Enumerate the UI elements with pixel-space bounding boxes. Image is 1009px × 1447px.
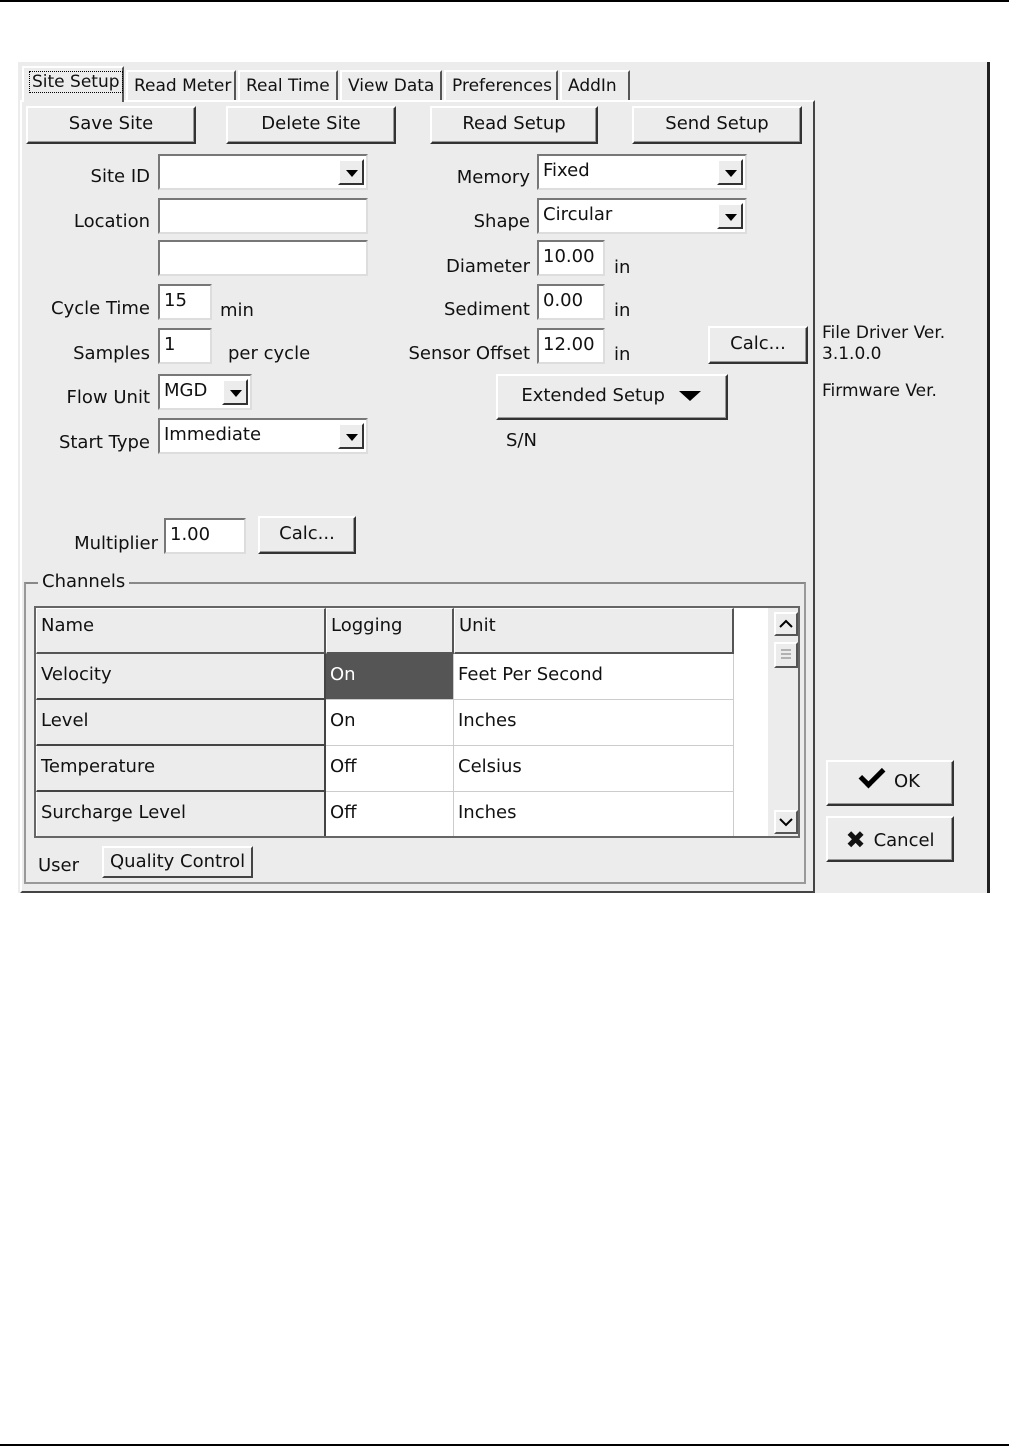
shape-value: Circular [543,204,613,225]
dropdown-arrow-icon[interactable] [338,159,364,185]
multiplier-field[interactable]: 1.00 [164,518,246,554]
tab-site-setup[interactable]: Site Setup [22,66,124,102]
extended-setup-label: Extended Setup [521,385,665,406]
scroll-down-button[interactable] [774,810,798,834]
sediment-unit: in [614,300,631,321]
table-row-name[interactable]: Velocity [36,654,326,700]
shape-label: Shape [473,211,530,232]
location-field[interactable] [158,198,368,234]
grip-icon [776,644,796,664]
ok-label: OK [894,771,920,792]
send-setup-button[interactable]: Send Setup [632,106,802,144]
dropdown-arrow-icon[interactable] [717,203,743,229]
start-type-value: Immediate [164,424,262,445]
samples-label: Samples [73,343,150,364]
column-header-logging[interactable]: Logging [326,608,454,654]
multiplier-calc-button[interactable]: Calc... [258,516,356,554]
top-rule [0,0,1009,2]
memory-select[interactable] [537,154,747,190]
cancel-button[interactable] [826,816,954,862]
diameter-field[interactable]: 10.00 [537,240,605,276]
tab-addin[interactable]: AddIn [560,70,630,102]
serial-number-label: S/N [506,430,537,451]
column-header-unit[interactable]: Unit [454,608,734,654]
table-row-name[interactable]: Level [36,700,326,746]
samples-field[interactable]: 1 [158,328,212,364]
close-icon: ✖ [845,826,866,854]
flow-unit-select[interactable] [158,374,252,410]
table-row-name[interactable]: Surcharge Level [36,792,326,838]
dropdown-arrow-icon[interactable] [222,379,248,405]
multiplier-label: Multiplier [74,533,158,554]
memory-label: Memory [456,167,530,188]
sensor-offset-unit: in [614,344,631,365]
table-row-unit[interactable]: Inches [454,792,734,838]
chevron-up-icon [776,614,796,634]
start-type-select[interactable] [158,418,368,454]
channels-title: Channels [38,571,129,592]
table-row-logging[interactable]: On [326,654,454,700]
delete-site-button[interactable]: Delete Site [226,106,396,144]
cycle-time-label: Cycle Time [51,298,150,319]
caret-down-icon [677,389,703,403]
chevron-down-icon [776,812,796,832]
ok-button[interactable] [826,760,954,806]
memory-value: Fixed [543,160,590,181]
cycle-time-field[interactable]: 15 [158,284,212,320]
sensor-offset-label: Sensor Offset [408,343,530,364]
cycle-time-unit: min [220,300,254,321]
extended-setup-button[interactable] [496,374,728,420]
tab-quality-control[interactable]: Quality Control [102,846,253,878]
dropdown-arrow-icon[interactable] [717,159,743,185]
table-row-logging[interactable]: Off [326,792,454,838]
checkmark-icon [859,762,886,789]
save-site-button[interactable]: Save Site [26,106,196,144]
table-row-unit[interactable]: Inches [454,700,734,746]
sediment-label: Sediment [443,299,530,320]
table-row-unit[interactable]: Feet Per Second [454,654,734,700]
scroll-up-button[interactable] [774,612,798,636]
vertical-scrollbar[interactable] [768,608,800,838]
channels-grid [34,606,800,838]
tab-user[interactable]: User [38,855,80,876]
site-id-label: Site ID [90,166,150,187]
offset-calc-button[interactable]: Calc... [708,326,808,364]
flow-unit-value: MGD [164,380,208,401]
file-driver-label: File Driver Ver. [822,323,946,343]
diameter-unit: in [614,257,631,278]
file-driver-version: 3.1.0.0 [822,344,882,364]
tab-preferences[interactable]: Preferences [444,70,558,102]
shape-select[interactable] [537,198,747,234]
location-field-line2[interactable] [158,240,368,276]
cancel-label: Cancel [873,830,935,851]
column-header-name[interactable]: Name [36,608,326,654]
read-setup-button[interactable]: Read Setup [430,106,598,144]
firmware-label: Firmware Ver. [822,381,937,401]
tab-read-meter[interactable]: Read Meter [126,70,236,102]
table-row-logging[interactable]: On [326,700,454,746]
flow-unit-label: Flow Unit [66,387,150,408]
table-row-name[interactable]: Temperature [36,746,326,792]
bottom-rule [0,1444,1009,1446]
location-label: Location [73,211,150,232]
table-row-unit[interactable]: Celsius [454,746,734,792]
sensor-offset-field[interactable]: 12.00 [537,328,605,364]
scroll-thumb[interactable] [774,642,798,668]
start-type-label: Start Type [58,432,150,453]
samples-unit: per cycle [228,343,311,364]
tab-view-data[interactable]: View Data [340,70,442,102]
dropdown-arrow-icon[interactable] [338,423,364,449]
diameter-label: Diameter [445,256,530,277]
table-row-logging[interactable]: Off [326,746,454,792]
site-id-select[interactable] [158,154,368,190]
sediment-field[interactable]: 0.00 [537,284,605,320]
tab-real-time[interactable]: Real Time [238,70,338,102]
